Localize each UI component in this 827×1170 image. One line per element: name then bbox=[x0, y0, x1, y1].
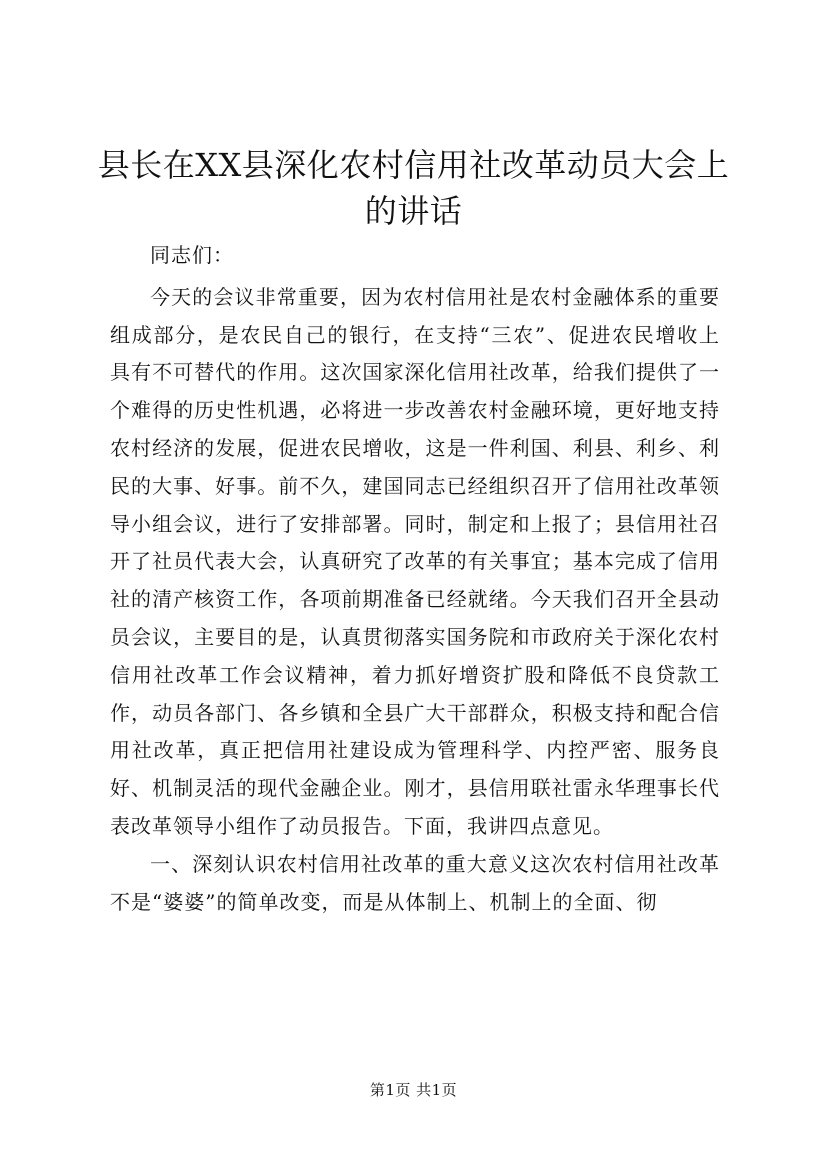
document-title bbox=[60, 142, 767, 234]
document-body bbox=[110, 237, 720, 921]
salutation: 同志们： bbox=[150, 243, 234, 267]
title-line-2: 的讲话 bbox=[364, 192, 463, 230]
paragraph: 今天的会议非常重要，因为农村信用社是农村金融体系的重要组成部分，是农民自己的银行，在支持“三农”、促进农民增收上具有不可替代的作用。这次国家深化信用社改革，给我们提供了一个难得的历史性机遇，必将进一步改善农村金融环境，更好地支持农村经济的发展，促进农民增收，这是一件利国、利县、利乡、利民的大事、好事。前不久，建国同志已经组织召开了信用社改革领导小组会议，进行了安排部署。同时，制定和上报了；县信用社召开了社员代表大会，认真研究了改革的有关事宜；基本完成了信用社的清产核资工作，各项前期准备已经就绪。今天我们召开全县动员会议，主要目的是，认真贯彻落实国务院和市政府关于深化农村信用社改革工作会议精神，着力抓好增资扩股和降低不良贷款工作，动员各部门、各乡镇和全县广大干部群众，积极支持和配合信用社改革，真正把信用社建设成为管理科学、内控严密、服务良好、机制灵活的现代金融企业。刚才，县信用联社雷永华理事长代表改革领导小组作了动员报告。下面，我讲四点意见。 bbox=[110, 284, 720, 838]
title-line-1: 县长在XX县深化农村信用社改革动员大会上 bbox=[97, 146, 730, 184]
page-footer: 第1页 共1页 bbox=[369, 1081, 458, 1099]
paragraph: 一、深刻认识农村信用社改革的重大意义这次农村信用社改革不是“婆婆”的简单改变，而是从体制上、机制上的全面、彻 bbox=[110, 851, 720, 914]
